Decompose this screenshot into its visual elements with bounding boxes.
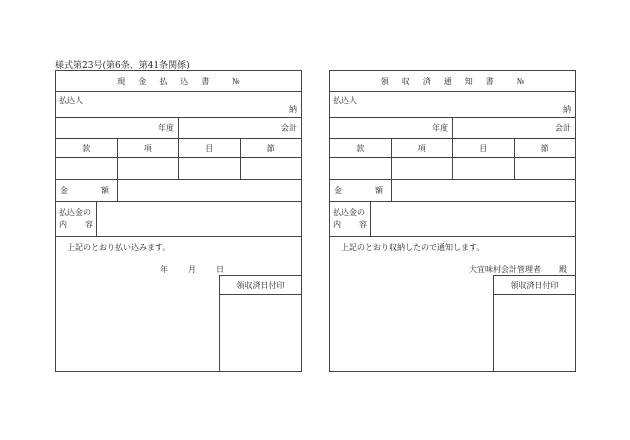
form-number-header: 様式第23号(第6条、第41条関係) <box>55 61 190 71</box>
account-label: 会計 <box>555 123 571 133</box>
amount-row <box>330 180 575 202</box>
year-row <box>330 118 575 139</box>
amount-label <box>330 180 392 201</box>
date-line <box>160 264 224 275</box>
contents-label-line1: 払込金の <box>333 208 365 217</box>
category-setsu-value[interactable] <box>515 158 576 179</box>
recipient: 大宜味村会計管理者 <box>469 265 541 274</box>
amount-label-part2: 額 <box>101 186 109 195</box>
account-label: 会計 <box>281 123 297 133</box>
payer-label: 払込人 <box>333 96 357 105</box>
recipient-line <box>469 264 567 275</box>
contents-label-line2b: 容 <box>359 220 367 229</box>
contents-row <box>56 202 301 237</box>
contents-label <box>56 202 97 236</box>
form-title <box>56 71 301 92</box>
contents-label-line2a: 内 <box>333 220 341 229</box>
category-header-row <box>56 139 301 158</box>
amount-label <box>56 180 118 201</box>
year-row <box>56 118 301 139</box>
date-day: 日 <box>216 265 224 274</box>
payer-label: 払込人 <box>59 96 83 105</box>
divider <box>178 118 179 138</box>
form-title-text: 現金払込書 <box>117 76 223 86</box>
category-kan: 款 <box>330 139 392 157</box>
category-setsu-value[interactable] <box>241 158 302 179</box>
honorific: 殿 <box>559 265 567 274</box>
category-setsu: 節 <box>266 143 275 153</box>
number-label: № <box>232 76 240 86</box>
category-kou: 項 <box>392 139 454 157</box>
fiscal-year-label: 年度 <box>432 123 448 133</box>
contents-label-line2a: 内 <box>59 220 67 229</box>
category-moku: 目 <box>179 139 241 157</box>
payment-label: 納 <box>289 105 297 114</box>
date-year: 年 <box>160 265 168 274</box>
category-kan-value[interactable] <box>330 158 392 179</box>
payment-message: 上記のとおり払い込みます。 <box>67 243 171 252</box>
receipt-notice-form <box>329 70 576 372</box>
category-moku-value[interactable] <box>453 158 515 179</box>
form-title-text: 領収済通知書 <box>380 76 507 86</box>
category-kou-value[interactable] <box>392 158 454 179</box>
contents-label-line1: 払込金の <box>59 208 91 217</box>
receipt-date-stamp-box <box>493 275 575 371</box>
stamp-label: 領収済日付印 <box>494 276 575 295</box>
stamp-label: 領収済日付印 <box>220 276 301 295</box>
amount-label-part2: 額 <box>375 186 383 195</box>
category-kou-value[interactable] <box>118 158 180 179</box>
payment-label: 納 <box>563 105 571 114</box>
category-moku-value[interactable] <box>179 158 241 179</box>
category-setsu: 節 <box>540 143 549 153</box>
category-moku: 目 <box>453 139 515 157</box>
amount-row <box>56 180 301 202</box>
payer-row <box>330 92 575 118</box>
contents-row <box>330 202 575 237</box>
contents-label-line2b: 容 <box>85 220 93 229</box>
receipt-date-stamp-box <box>219 275 301 371</box>
amount-label-part1: 金 <box>334 186 342 195</box>
payer-row <box>56 92 301 118</box>
notice-message: 上記のとおり収納したので通知します。 <box>341 243 485 252</box>
category-value-row <box>330 158 575 180</box>
number-label: № <box>516 76 525 86</box>
category-kan-value[interactable] <box>56 158 118 179</box>
category-value-row <box>56 158 301 180</box>
divider <box>452 118 453 138</box>
category-kou: 項 <box>118 139 180 157</box>
contents-label <box>330 202 371 236</box>
date-month: 月 <box>188 265 196 274</box>
form-title <box>330 71 575 92</box>
cash-payment-form <box>55 70 302 372</box>
fiscal-year-label: 年度 <box>158 123 174 133</box>
category-header-row <box>330 139 575 158</box>
category-kan: 款 <box>56 139 118 157</box>
amount-label-part1: 金 <box>60 186 68 195</box>
